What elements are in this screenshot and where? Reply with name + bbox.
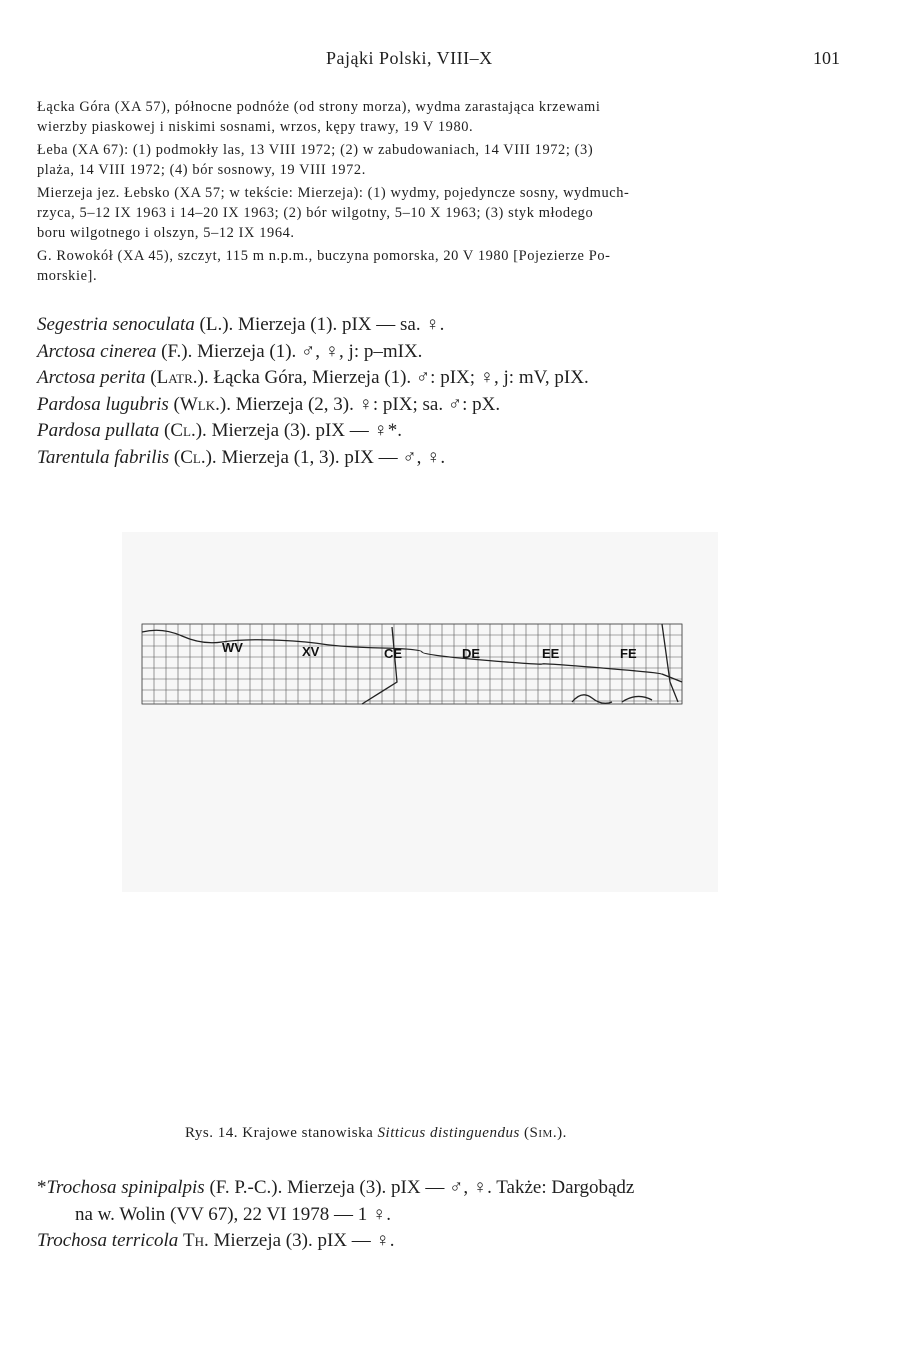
species-author: (F. P.-C.). [209, 1177, 283, 1198]
page-number: 101 [813, 48, 840, 68]
grid-label: EE [542, 646, 560, 661]
locality-line: morskie]. [37, 268, 98, 284]
species-name: Arctosa cinerea [37, 340, 157, 362]
species-author: (Wlk.). [173, 393, 231, 415]
grid-label: WV [222, 640, 243, 655]
species-data: Mierzeja (1, 3). pIX — ♂, ♀. [216, 446, 446, 468]
species-name: Pardosa pullata [37, 420, 160, 441]
species-name: Tarentula fabrilis [37, 446, 170, 468]
locality-entry [37, 140, 847, 180]
species-name: Pardosa lugubris [37, 393, 169, 415]
locality-line: Łeba (XA 67): (1) podmokły las, 13 VIII 1972; (2) w zabudowaniach, 14 VIII 1972; (3) [37, 142, 594, 158]
species-data: Mierzeja (1). ♂, ♀, j: p–mIX. [192, 340, 423, 362]
species-record [37, 339, 857, 366]
locality-entry [37, 183, 847, 243]
species-author: Th. [183, 1230, 209, 1251]
figure-caption [185, 1125, 567, 1142]
distribution-map [122, 532, 718, 892]
species-author: (Cl.). [164, 420, 207, 441]
species-record-continuation: na w. Wolin (VV 67), 22 VI 1978 — 1 ♀. [75, 1203, 392, 1225]
species-record [37, 1175, 857, 1202]
caption-author: (Sim.). [524, 1125, 567, 1141]
species-record [37, 445, 857, 472]
species-record [37, 365, 857, 392]
species-data: Mierzeja (3). pIX — ♀*. [206, 420, 403, 441]
species-record [37, 1228, 857, 1255]
species-data: Mierzeja (3). pIX — ♀. [208, 1230, 395, 1251]
grid-label: FE [620, 646, 637, 661]
species-list [37, 312, 857, 471]
utm-grid [142, 624, 682, 704]
species-prefix: * [37, 1177, 47, 1198]
locality-line: boru wilgotnego i olszyn, 5–12 IX 1964. [37, 225, 295, 241]
species-record [37, 312, 857, 339]
locality-entry [37, 246, 847, 286]
species-author: (L.). [199, 314, 234, 335]
locality-line: plaża, 14 VIII 1972; (4) bór sosnowy, 19 VIII 1972. [37, 162, 366, 178]
locality-line: G. Rowokół (XA 45), szczyt, 115 m n.p.m., buczyna pomorska, 20 V 1980 [Pojezierze Po- [37, 248, 611, 264]
locality-line: wierzby piaskowej i niskimi sosnami, wrzos, kępy trawy, 19 V 1980. [37, 119, 474, 135]
coastline [142, 624, 682, 704]
grid-label: CE [384, 646, 403, 661]
grid-frame [142, 624, 682, 704]
species-author: (Cl.). [173, 446, 217, 468]
locality-line: Łącka Góra (XA 57), północne podnóże (od strony morza), wydma zarastająca krzewami [37, 99, 601, 115]
species-name: Trochosa terricola [37, 1230, 179, 1251]
grid-square-labels [222, 640, 637, 661]
species-name: Arctosa perita [37, 367, 146, 388]
running-title: Pająki Polski, VIII–X [326, 48, 493, 68]
species-data: Łącka Góra, Mierzeja (1). ♂: pIX; ♀, j: mV, pIX. [208, 367, 589, 388]
lake-outline [572, 695, 612, 704]
grid-label: DE [462, 646, 481, 661]
locality-line: Mierzeja jez. Łebsko (XA 57; w tekście: Mierzeja): (1) wydmy, pojedyncze sosny, wydmuch- [37, 185, 630, 201]
page-header [0, 48, 913, 72]
caption-prefix: Rys. 14. Krajowe stanowiska [185, 1125, 374, 1141]
species-record [37, 392, 857, 419]
caption-species: Sitticus distinguendus [377, 1125, 520, 1141]
species-data: Mierzeja (3). pIX — ♂, ♀. Także: Dargobądz [282, 1177, 635, 1198]
grid-label: XV [302, 644, 320, 659]
species-list-continued [37, 1175, 857, 1255]
locality-line: rzyca, 5–12 IX 1963 i 14–20 IX 1963; (2) bór wilgotny, 5–10 X 1963; (3) styk młodego [37, 205, 594, 221]
species-name: Segestria senoculata [37, 314, 195, 335]
locality-list [37, 97, 847, 289]
locality-entry [37, 97, 847, 137]
coastline-path [142, 630, 682, 682]
grid-lines [142, 624, 682, 704]
species-record [37, 418, 857, 445]
vistula-line [362, 627, 397, 704]
species-author: (F.). [161, 340, 193, 362]
map-figure [122, 532, 718, 892]
species-author: (Latr.). [150, 367, 209, 388]
species-data: Mierzeja (1). pIX — sa. ♀. [233, 314, 445, 335]
species-name: Trochosa spinipalpis [46, 1177, 205, 1198]
species-data: Mierzeja (2, 3). ♀: pIX; sa. ♂: pX. [230, 393, 501, 415]
